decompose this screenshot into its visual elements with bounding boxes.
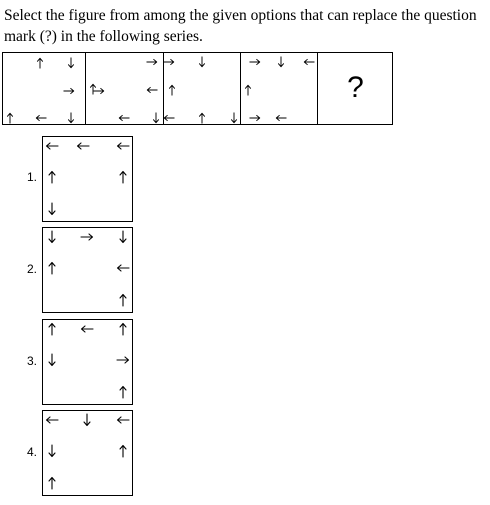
up-arrow-icon [241,83,255,97]
up-arrow-icon [116,444,130,458]
left-arrow-icon [117,111,131,125]
left-arrow-icon [302,55,316,69]
right-arrow-icon [248,55,262,69]
left-arrow-icon [162,111,176,125]
left-arrow-icon [274,111,288,125]
series-figure-3 [163,53,240,124]
left-arrow-icon [116,413,130,427]
down-arrow-icon [195,55,209,69]
up-arrow-icon [165,83,179,97]
left-arrow-icon [116,139,130,153]
right-arrow-icon [62,84,76,98]
up-arrow-icon [116,322,130,336]
left-arrow-icon [45,413,59,427]
down-arrow-icon [45,202,59,216]
up-arrow-icon [86,82,100,96]
question-mark: ? [347,71,364,104]
up-arrow-icon [33,56,47,70]
up-arrow-icon [45,170,59,184]
series-figure-4 [240,53,317,124]
problem-series [2,52,393,125]
series-figure-question [317,53,393,124]
down-arrow-icon [45,230,59,244]
up-arrow-icon [45,476,59,490]
option-label: 2. [27,262,38,276]
right-arrow-icon [145,55,159,69]
right-arrow-icon [162,55,176,69]
option-figure-3[interactable] [42,319,133,405]
option-label: 4. [27,445,38,459]
right-arrow-icon [248,111,262,125]
down-arrow-icon [227,111,241,125]
down-arrow-icon [80,413,94,427]
left-arrow-icon [80,322,94,336]
right-arrow-icon [116,353,130,367]
down-arrow-icon [64,111,78,125]
left-arrow-icon [116,261,130,275]
up-arrow-icon [116,385,130,399]
left-arrow-icon [76,139,90,153]
down-arrow-icon [149,111,163,125]
right-arrow-icon [80,230,94,244]
option-figure-4[interactable] [42,410,133,496]
down-arrow-icon [45,353,59,367]
up-arrow-icon [116,293,130,307]
down-arrow-icon [274,55,288,69]
down-arrow-icon [64,56,78,70]
option-label: 1. [27,170,38,184]
left-arrow-icon [145,83,159,97]
option-figure-2[interactable] [42,227,133,313]
down-arrow-icon [45,444,59,458]
down-arrow-icon [116,230,130,244]
left-arrow-icon [45,139,59,153]
up-arrow-icon [45,261,59,275]
up-arrow-icon [116,170,130,184]
up-arrow-icon [195,111,209,125]
up-arrow-icon [3,111,17,125]
up-arrow-icon [45,322,59,336]
left-arrow-icon [34,111,48,125]
option-figure-1[interactable] [42,136,133,222]
question-text: Select the figure from among the given options that can replace the question mark (?) in the following series. [4,7,477,45]
option-label: 3. [27,354,38,368]
